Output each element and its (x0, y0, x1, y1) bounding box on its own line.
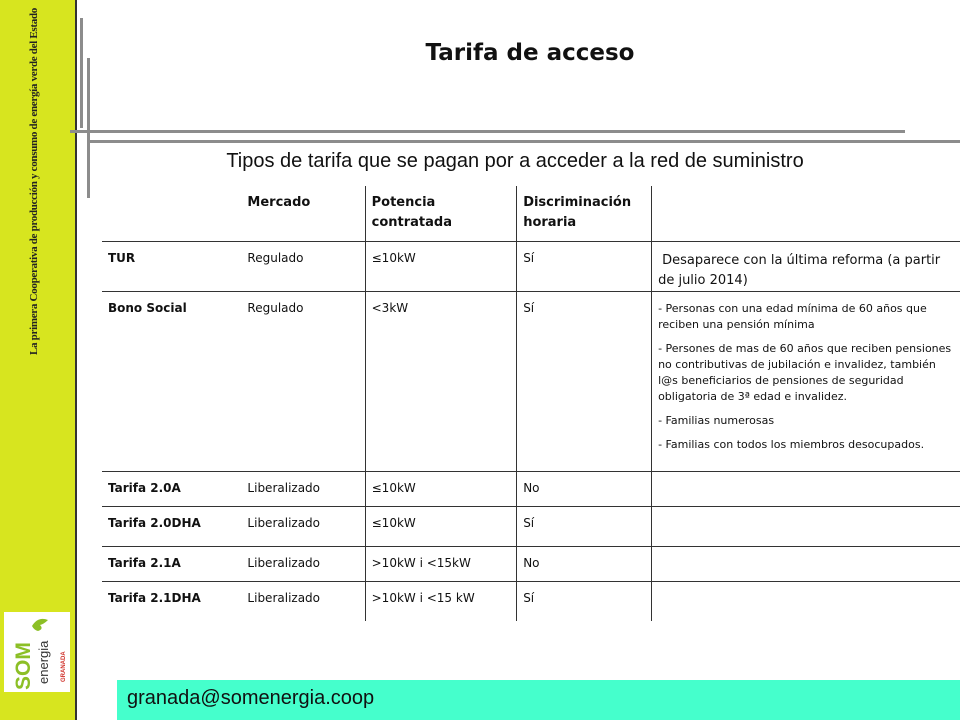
header-name (102, 186, 241, 241)
table-row (102, 471, 960, 506)
row-mercado: Regulado (241, 241, 365, 291)
row-mercado: Liberalizado (241, 506, 365, 546)
table-row (102, 506, 960, 546)
tarifa-table (102, 186, 960, 621)
row-discriminacion: Sí (517, 506, 652, 546)
row-note: - Familias numerosas (658, 413, 775, 427)
decorative-line (90, 140, 960, 143)
row-discriminacion: Sí (517, 291, 652, 471)
row-potencia: <3kW (365, 291, 517, 471)
row-note: - Familias con todos los miembros desocupados. (658, 437, 925, 451)
row-name: Tarifa 2.1DHA (102, 581, 241, 621)
logo-energia-text: energia (36, 640, 51, 684)
row-name: Tarifa 2.0DHA (102, 506, 241, 546)
row-notes (652, 241, 960, 291)
decorative-line (80, 18, 83, 128)
row-name: TUR (102, 241, 241, 291)
logo-graphic (4, 612, 70, 692)
email-bar (117, 680, 960, 720)
decorative-line (87, 58, 90, 198)
table-row (102, 241, 960, 291)
logo-leaf-icon (32, 619, 48, 631)
row-mercado: Liberalizado (241, 546, 365, 581)
side-divider (75, 0, 77, 720)
row-name: Tarifa 2.1A (102, 546, 241, 581)
header-notes (652, 186, 960, 241)
table-row (102, 581, 960, 621)
som-energia-logo (4, 612, 70, 692)
row-potencia: >10kW i <15 kW (365, 581, 517, 621)
row-notes (652, 291, 960, 471)
header-mercado: Mercado (247, 195, 311, 210)
table-row (102, 546, 960, 581)
row-discriminacion: No (517, 546, 652, 581)
row-note: Desaparece con la última reforma (a partir de julio 2014) (658, 252, 941, 288)
table-header-row (102, 186, 960, 241)
header-discriminacion: Discriminación horaria (517, 186, 652, 241)
header-potencia: Potencia contratada (365, 186, 517, 241)
row-notes (652, 546, 960, 581)
slide-subtitle: Tipos de tarifa que se pagan por a acceder a la red de suministro (226, 150, 804, 172)
row-discriminacion: Sí (517, 241, 652, 291)
row-mercado: Liberalizado (241, 471, 365, 506)
row-potencia: ≤10kW (365, 241, 517, 291)
table-row (102, 291, 960, 471)
contact-email-link[interactable]: granada@somenergia.coop (127, 687, 375, 709)
logo-som-text: SOM (12, 642, 35, 690)
row-discriminacion: Sí (517, 581, 652, 621)
row-discriminacion: No (517, 471, 652, 506)
row-potencia: >10kW i <15kW (365, 546, 517, 581)
slide-title: Tarifa de acceso (425, 40, 635, 66)
row-potencia: ≤10kW (365, 506, 517, 546)
row-notes (652, 506, 960, 546)
row-name: Bono Social (102, 291, 241, 471)
row-note: - Persones de mas de 60 años que reciben pensiones no contributivas de jubilación e invalidez, también l@s beneficiarios de pensiones de seguridad obligatoria de 3ª edad e invalidez. (658, 341, 952, 403)
row-notes (652, 581, 960, 621)
row-name: Tarifa 2.0A (102, 471, 241, 506)
row-mercado: Regulado (241, 291, 365, 471)
logo-region-text: GRANADA (61, 651, 67, 682)
cooperative-tagline: La primera Cooperativa de producción y consumo de energía verde del Estado (28, 8, 40, 355)
row-note: - Personas con una edad mínima de 60 años que reciben una pensión mínima (658, 301, 927, 331)
row-potencia: ≤10kW (365, 471, 517, 506)
row-mercado: Liberalizado (241, 581, 365, 621)
decorative-line (70, 130, 905, 133)
row-notes (652, 471, 960, 506)
